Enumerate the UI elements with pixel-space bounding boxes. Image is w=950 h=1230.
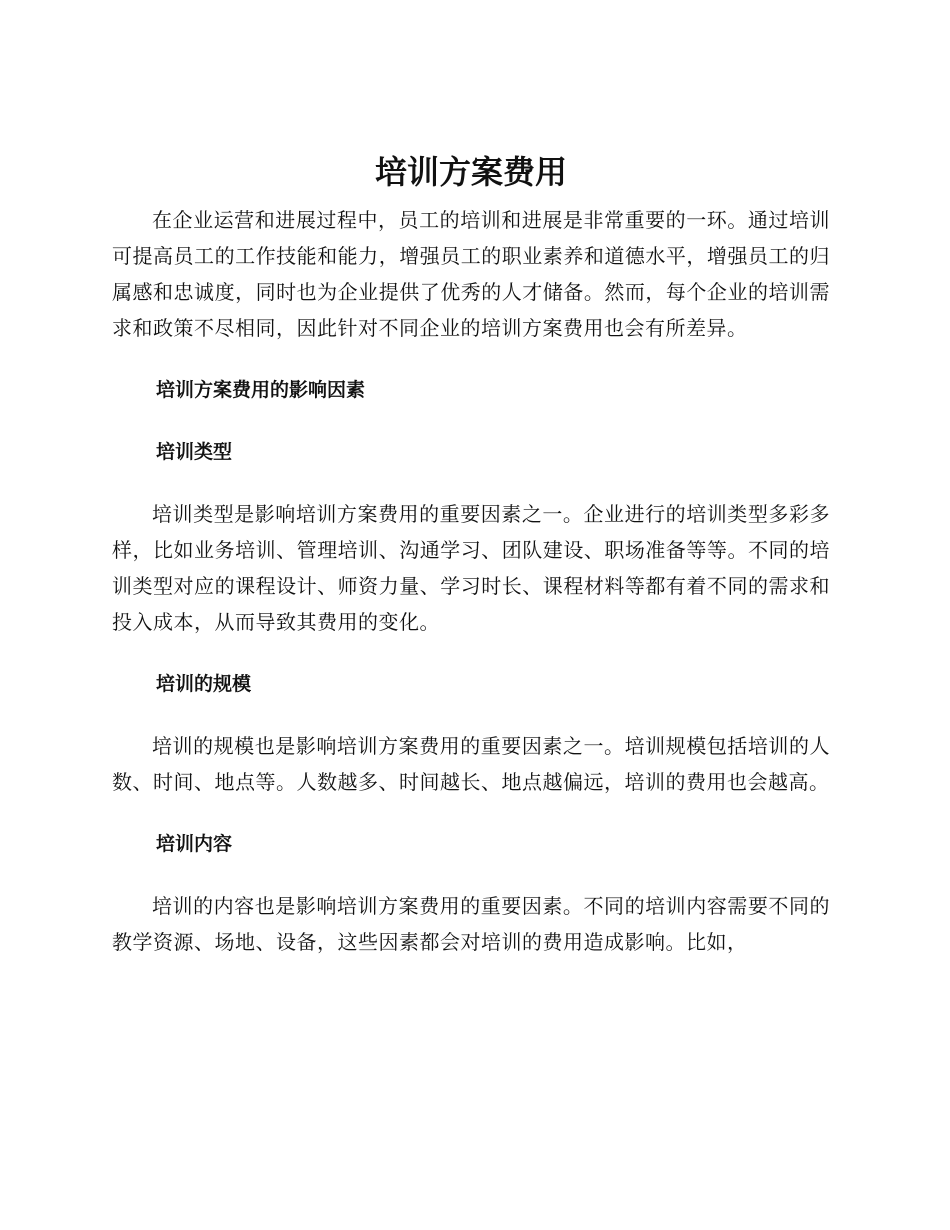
training-content-paragraph: 培训的内容也是影响培训方案费用的重要因素。不同的培训内容需要不同的教学资源、场地、设备，这些因素都会对培训的费用造成影响。比如，: [112, 894, 830, 954]
intro-paragraph: 在企业运营和进展过程中，员工的培训和进展是非常重要的一环。通过培训可提高员工的工作技能和能力，增强员工的职业素养和道德水平，增强员工的归属感和忠诚度，同时也为企业提供了优秀的人才储备。然而，每个企业的培训需求和政策不尽相同，因此针对不同企业的培训方案费用也会有所差异。: [112, 208, 830, 340]
subsection-heading-training-content: 培训内容: [156, 833, 233, 855]
document-body: [112, 148, 830, 986]
document-title: 培训方案费用: [374, 153, 567, 191]
subsection-heading-training-type: 培训类型: [156, 441, 233, 463]
training-type-paragraph: 培训类型是影响培训方案费用的重要因素之一。企业进行的培训类型多彩多样，比如业务培训、管理培训、沟通学习、团队建设、职场准备等等。不同的培训类型对应的课程设计、师资力量、学习时长、课程材料等都有着不同的需求和投入成本，从而导致其费用的变化。: [112, 502, 830, 634]
section-heading-factors: 培训方案费用的影响因素: [156, 379, 366, 401]
subsection-heading-training-scale: 培训的规模: [156, 673, 252, 695]
training-scale-paragraph: 培训的规模也是影响培训方案费用的重要因素之一。培训规模包括培训的人数、时间、地点等。人数越多、时间越长、地点越偏远，培训的费用也会越高。: [112, 734, 830, 794]
